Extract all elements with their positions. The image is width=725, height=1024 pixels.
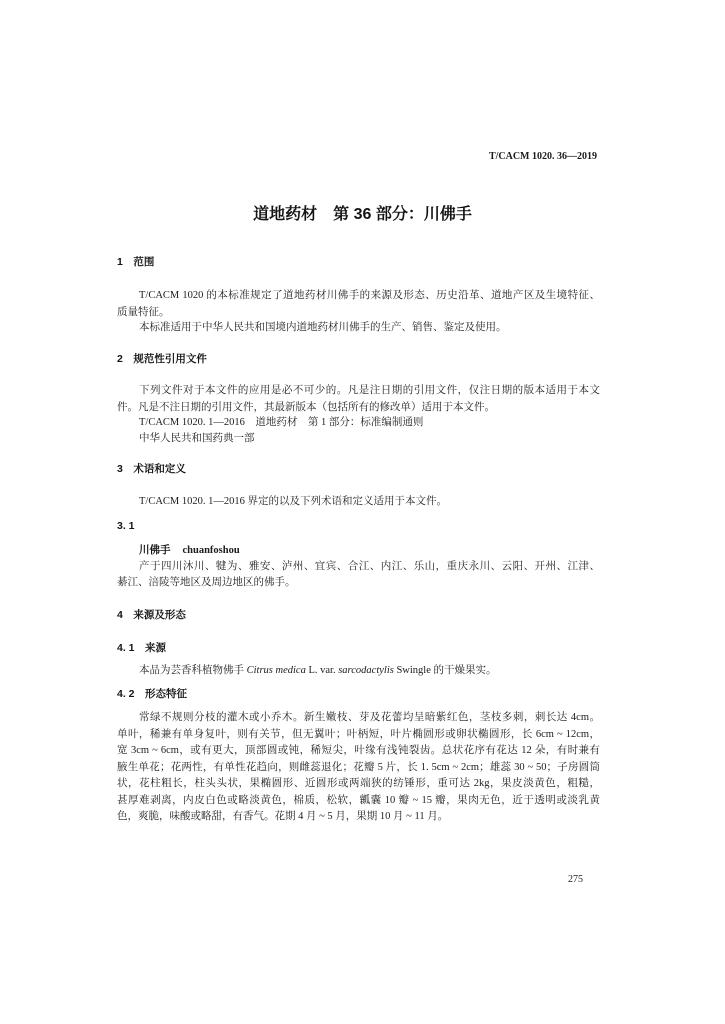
latin-name-variety: sarcodactylis bbox=[338, 665, 394, 676]
term-english: chuanfoshou bbox=[182, 545, 240, 556]
page-number: 275 bbox=[568, 874, 583, 885]
section-heading-terms: 3 术语和定义 bbox=[117, 463, 186, 475]
paragraph-line: T/CACM 1020. 1—2016 界定的以及下列术语和定义适用于本文件。 bbox=[139, 496, 448, 507]
morphology-line: 腋生单花；花两性，有单性花趋向，则雌蕊退化；花瓣 5 片，长 1. 5cm ~ 2cm；雄蕊 30 ~ 50；子房圆筒 bbox=[117, 762, 600, 773]
source-text: L. var. bbox=[305, 665, 339, 676]
paragraph-line: T/CACM 1020 的本标准规定了道地药材川佛手的来源及形态、历史沿革、道地产区及生境特征、 bbox=[139, 290, 600, 301]
term-name: 川佛手 bbox=[139, 544, 171, 556]
term-number: 3. 1 bbox=[117, 520, 135, 532]
reference-item: 中华人民共和国药典一部 bbox=[139, 433, 255, 444]
morphology-line: 状，花柱粗长，柱头头状，果椭圆形、近圆形或两端狭的纺锤形，重可达 2kg，果皮淡黄色，粗糙， bbox=[117, 778, 600, 789]
document-number: T/CACM 1020. 36—2019 bbox=[488, 151, 597, 162]
definition-line: 綦江、涪陵等地区及周边地区的佛手。 bbox=[117, 577, 296, 588]
paragraph-line: 下列文件对于本文件的应用是必不可少的。凡是注日期的引用文件，仅注日期的版本适用于本文 bbox=[139, 385, 600, 396]
morphology-line: 甚厚难剥离，内皮白色或略淡黄色，棉质，松软，瓤囊 10 瓣 ~ 15 瓣，果肉无色，近于透明或淡乳黄 bbox=[117, 795, 600, 806]
reference-item: T/CACM 1020. 1—2016 道地药材 第 1 部分：标准编制通则 bbox=[139, 417, 424, 428]
definition-line: 产于四川沐川、犍为、雅安、泸州、宜宾、合江、内江、乐山，重庆永川、云阳、开州、江津、 bbox=[139, 561, 600, 572]
morphology-line: 色，爽脆，味酸或略甜，有香气。花期 4 月 ~ 5 月，果期 10 月 ~ 11 月。 bbox=[117, 811, 449, 822]
latin-name-species: Citrus medica bbox=[246, 665, 306, 676]
section-heading-source-morphology: 4 来源及形态 bbox=[117, 609, 186, 621]
source-text: Swingle 的干燥果实。 bbox=[393, 665, 497, 676]
page-title: 道地药材 第 36 部分：川佛手 bbox=[253, 206, 472, 223]
paragraph-line: 件。凡是不注日期的引用文件，其最新版本（包括所有的修改单）适用于本文件。 bbox=[117, 402, 495, 413]
subsection-heading-morphology: 4. 2 形态特征 bbox=[117, 688, 188, 700]
paragraph-line: 质量特征。 bbox=[117, 307, 170, 318]
section-heading-scope: 1 范围 bbox=[117, 256, 155, 268]
morphology-line: 常绿不规则分枝的灌木或小乔木。新生嫩枝、芽及花蕾均呈暗紫红色，茎枝多刺，刺长达 4cm。 bbox=[139, 712, 600, 723]
subsection-heading-source: 4. 1 来源 bbox=[117, 642, 167, 654]
term-entry bbox=[139, 542, 240, 559]
morphology-line: 单叶，稀兼有单身复叶，则有关节，但无翼叶；叶柄短，叶片椭圆形或卵状椭圆形，长 6cm ~ 12cm， bbox=[117, 729, 600, 740]
morphology-line: 宽 3cm ~ 6cm，或有更大，顶部圆或钝，稀短尖，叶缘有浅钝裂齿。总状花序有花达 12 朵，有时兼有 bbox=[117, 745, 600, 756]
source-statement bbox=[139, 663, 497, 679]
source-text: 本品为芸香科植物佛手 bbox=[139, 665, 247, 676]
section-heading-normative-references: 2 规范性引用文件 bbox=[117, 353, 207, 365]
paragraph-line: 本标准适用于中华人民共和国境内道地药材川佛手的生产、销售、鉴定及使用。 bbox=[139, 322, 507, 333]
